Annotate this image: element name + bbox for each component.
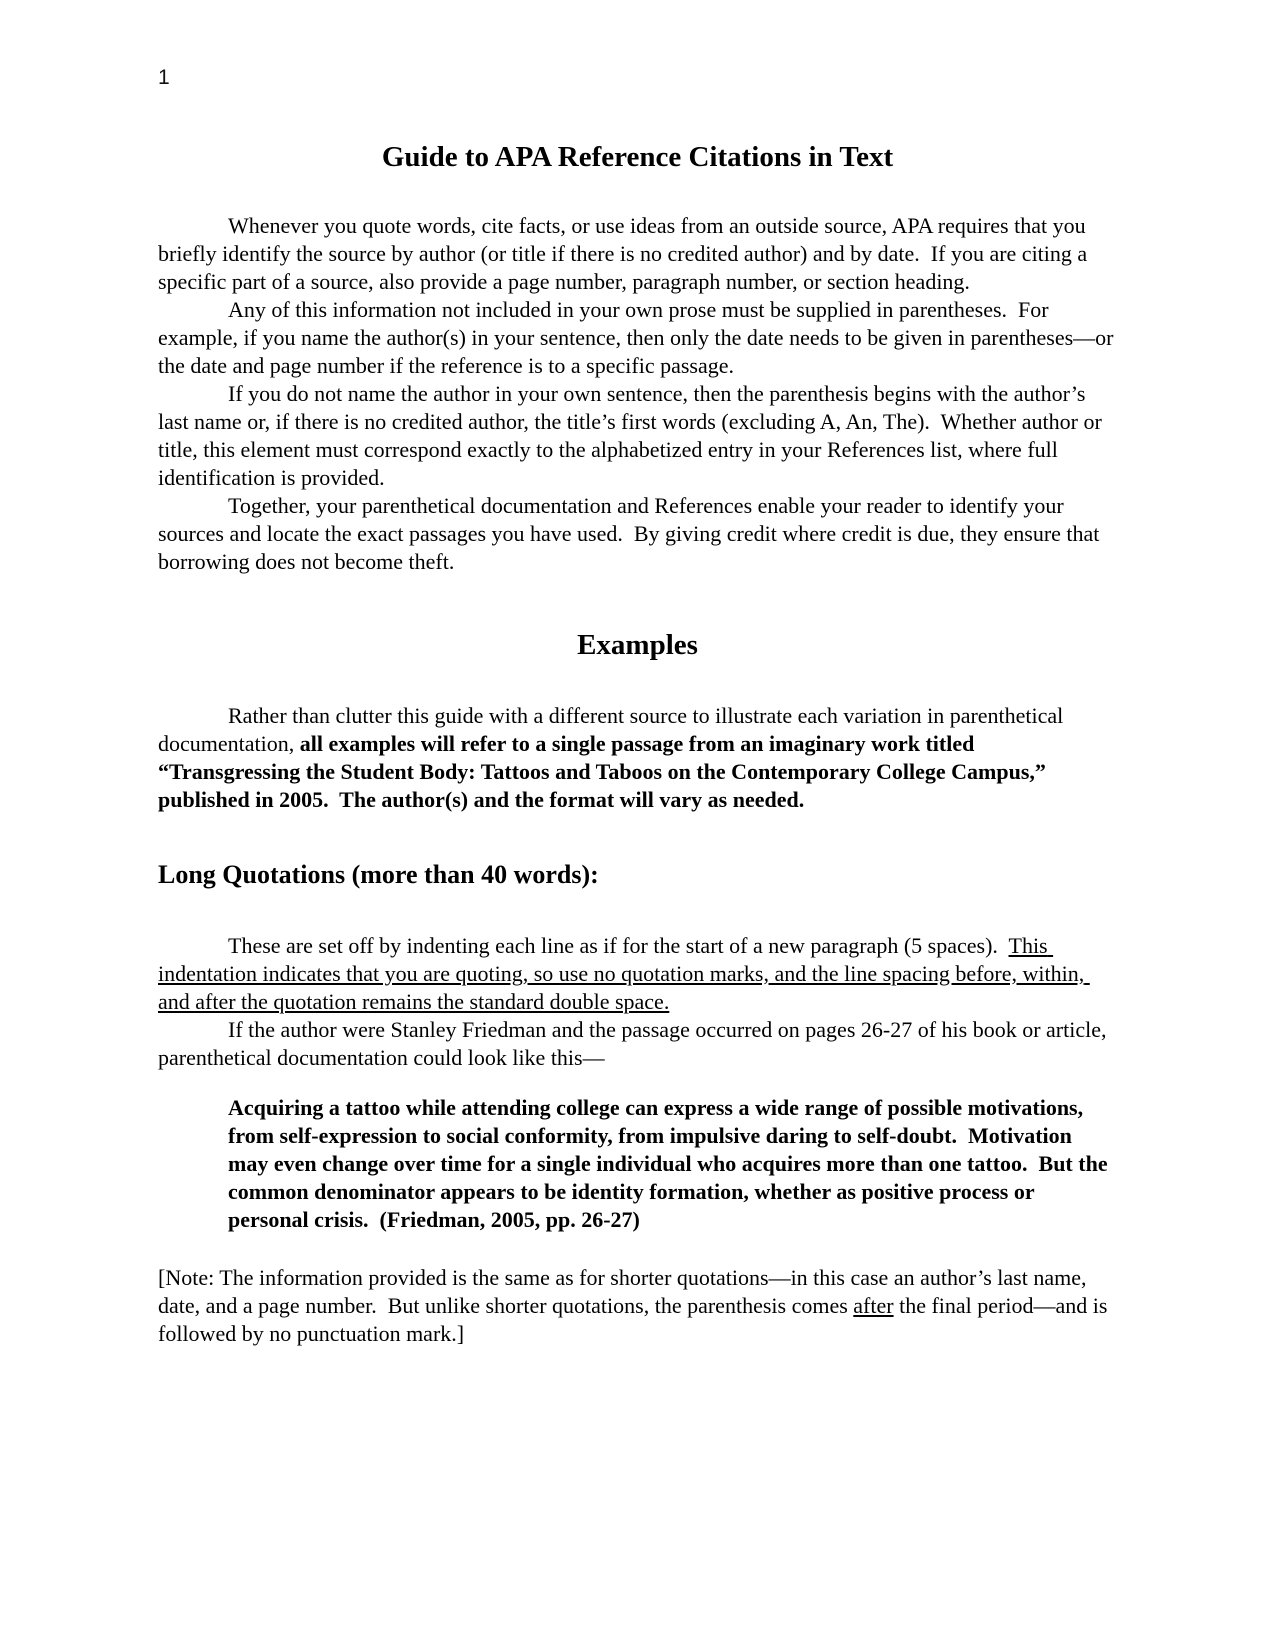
- note-text-before: [Note: The information provided is the same as for shorter quotations—in this case an author’s last name, date, and a page number. But unlike shorter quotations, the parenthesis comes: [158, 1265, 1092, 1318]
- intro-paragraph-3: If you do not name the author in your own sentence, then the parenthesis begins with the author’s last name or, if there is no credited author, the title’s first words (excluding A, An, The). Whether author or title, this element must correspond exactly to the alphabetized entry in your References list, where full identification is provided.: [158, 381, 1108, 490]
- block-quote-example: Acquiring a tattoo while attending college can express a wide range of possible motivations, from self-expression to social conformity, from impulsive daring to self-doubt. Motivation may even change over time for a single individual who acquires more than one tattoo. But the common denominator appears to be identity formation, whether as positive process or personal crisis. (Friedman, 2005, pp. 26-27): [228, 1095, 1114, 1232]
- examples-intro-normal-text: Rather than clutter this guide with a different source to illustrate each variation in parenthetical documentation,: [158, 703, 1069, 756]
- long-quotations-p1-underlined-text: This indentation indicates that you are quoting, so use no quotation marks, and the line spacing before, within, and after the quotation remains the standard double space.: [158, 933, 1090, 1014]
- intro-paragraph-2: Any of this information not included in your own prose must be supplied in parentheses. For example, if you name the author(s) in your sentence, then only the date needs to be given in parentheses—or the date and page number if the reference is to a specific passage.: [158, 297, 1119, 378]
- long-quotations-p1-normal-text: These are set off by indenting each line as if for the start of a new paragraph (5 spaces).: [228, 933, 1009, 958]
- note-text-after: the final period—and is followed by no punctuation mark.]: [158, 1293, 1113, 1346]
- long-quotations-paragraph-2: If the author were Stanley Friedman and the passage occurred on pages 26-27 of his book or article, parenthetical documentation could look like this—: [158, 1017, 1112, 1070]
- long-quotations-heading: Long Quotations (more than 40 words):: [158, 860, 599, 889]
- examples-section-heading: Examples: [577, 629, 698, 661]
- page-number: 1: [158, 66, 170, 89]
- note-paragraph: [158, 1264, 1117, 1348]
- intro-paragraph-4: Together, your parenthetical documentation and References enable your reader to identify your sources and locate the exact passages you have used. By giving credit where credit is due, they ensure that borrowing does not become theft.: [158, 493, 1105, 574]
- examples-intro-paragraph: [158, 702, 1117, 814]
- long-quotations-paragraph-1: [158, 932, 1117, 1016]
- examples-intro-bold-text: all examples will refer to a single passage from an imaginary work titled “Transgressing the Student Body: Tattoos and Taboos on the Contemporary College Campus,” published in 2005. The author(s) and the format will vary as needed.: [158, 731, 1052, 812]
- note-underlined-word: after: [853, 1293, 894, 1318]
- intro-paragraph-1: Whenever you quote words, cite facts, or use ideas from an outside source, APA requires that you briefly identify the source by author (or title if there is no credited author) and by date. If you are citing a specific part of a source, also provide a page number, paragraph number, or section heading.: [158, 213, 1093, 294]
- document-title: Guide to APA Reference Citations in Text: [381, 141, 894, 173]
